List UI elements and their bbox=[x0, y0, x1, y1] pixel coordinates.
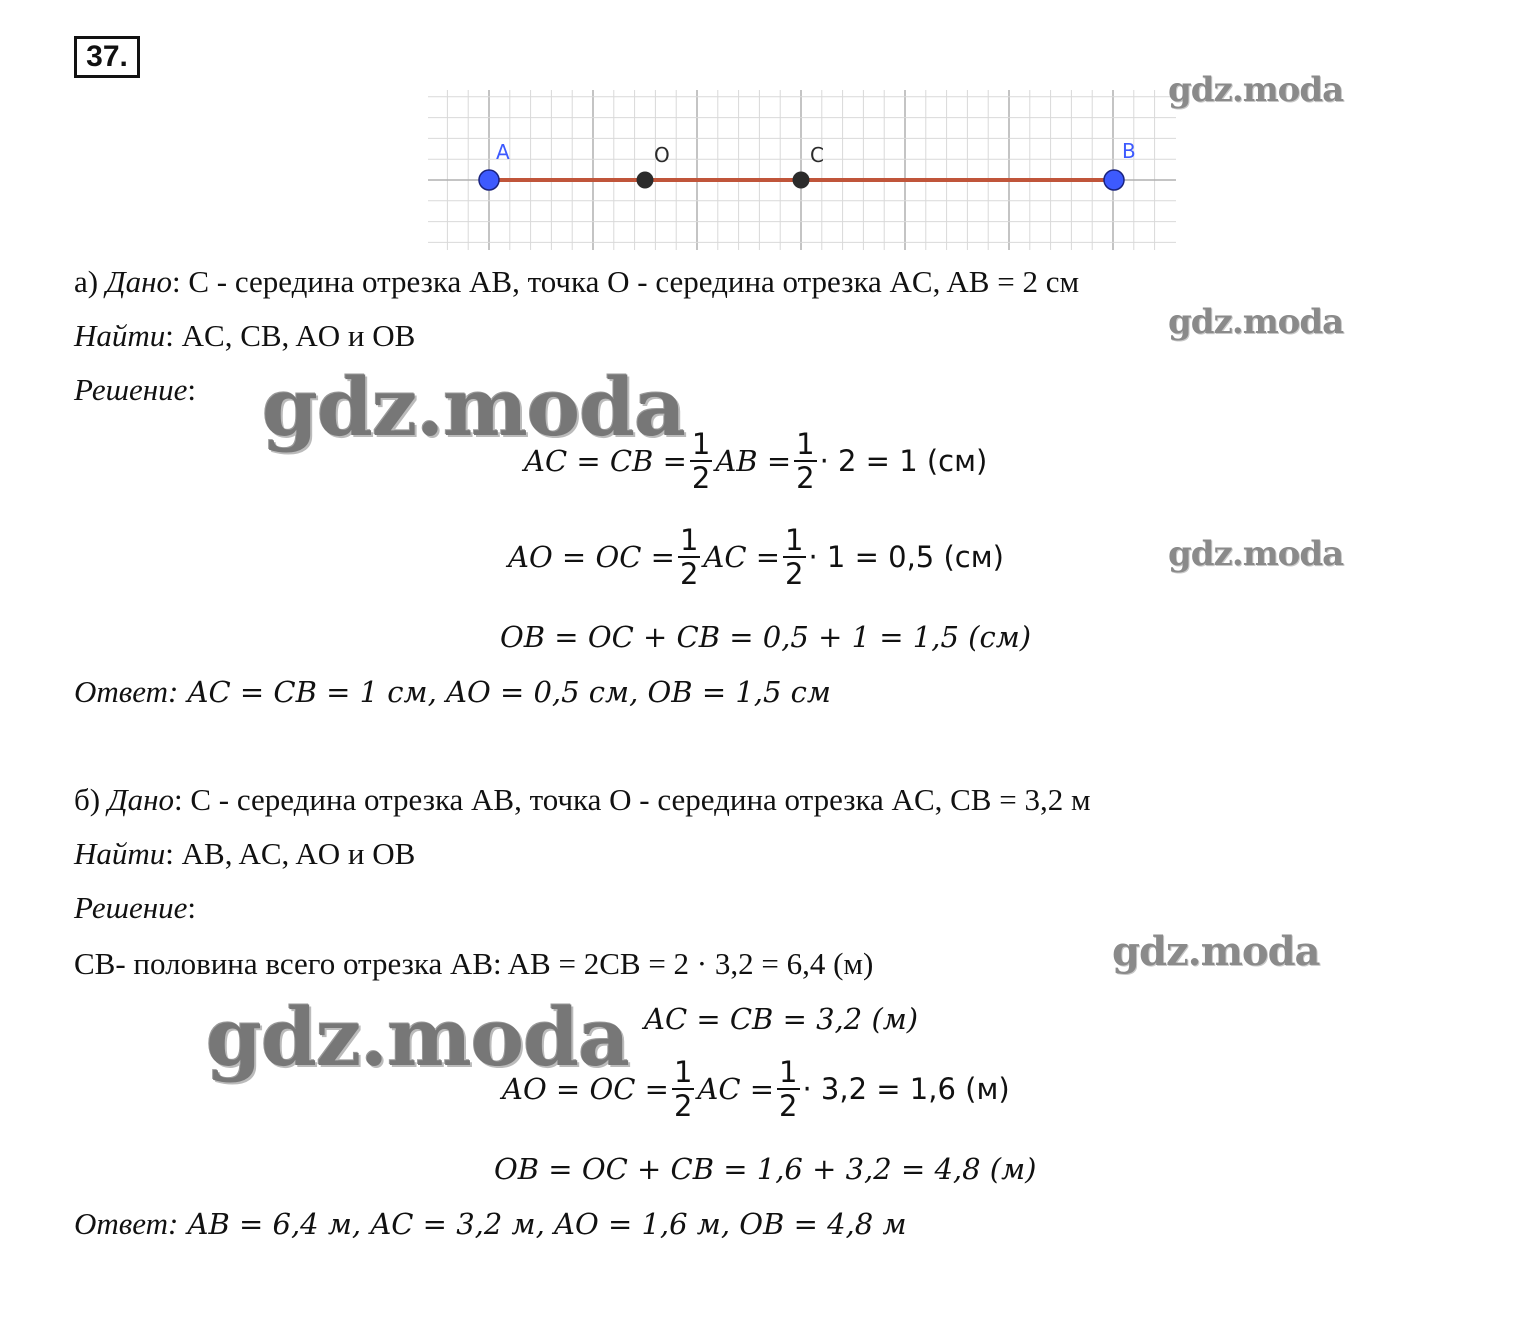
find-b: Найти: AB, AC, AO и OB bbox=[74, 836, 416, 871]
solution-a: Решение: bbox=[74, 372, 196, 407]
label-o: O bbox=[654, 143, 670, 167]
segment-diagram bbox=[428, 90, 1176, 250]
given-label: Дано bbox=[105, 264, 172, 299]
fraction: $\frac{1}{2}$ bbox=[796, 427, 815, 495]
fraction: $\frac{1}{2}$ bbox=[785, 523, 804, 591]
equation-b3: OB = OC + CB = 1,6 + 3,2 = 4,8 (м) bbox=[494, 1152, 1037, 1186]
point-o bbox=[637, 172, 654, 189]
point-b bbox=[1104, 170, 1124, 190]
equation-b2: AO = OC = $\frac{1}{2}$ AC = $\frac{1}{2}$ · 3,2 = 1,6 (м) bbox=[502, 1055, 1010, 1123]
problem-number: 37. bbox=[74, 36, 140, 78]
equation-a2: AO = OC = $\frac{1}{2}$ AC = $\frac{1}{2}$ · 1 = 0,5 (см) bbox=[508, 523, 1004, 591]
find-a: Найти: AC, CB, AO и OB bbox=[74, 318, 416, 353]
given-label: Дано bbox=[107, 782, 174, 817]
fraction: $\frac{1}{2}$ bbox=[779, 1055, 798, 1123]
equation-a1: AC = CB = $\frac{1}{2}$ AB = $\frac{1}{2}$ · 2 = 1 (см) bbox=[524, 427, 988, 495]
fraction: $\frac{1}{2}$ bbox=[691, 427, 711, 495]
point-c bbox=[793, 172, 810, 189]
solution-label: Решение bbox=[74, 890, 188, 925]
point-a bbox=[479, 170, 499, 190]
solution-label: Решение bbox=[74, 372, 188, 407]
label-c: C bbox=[810, 143, 824, 167]
answer-label: Ответ: bbox=[74, 1206, 179, 1241]
watermark: gdz.moda bbox=[206, 990, 629, 1084]
fraction: $\frac{1}{2}$ bbox=[679, 523, 699, 591]
answer-a: Ответ: AC = CB = 1 см, AO = 0,5 см, OB = 1,5 см bbox=[74, 674, 831, 709]
equation-a3: OB = OC + CB = 0,5 + 1 = 1,5 (см) bbox=[500, 620, 1032, 654]
answer-label: Ответ: bbox=[74, 674, 179, 709]
fraction: $\frac{1}{2}$ bbox=[673, 1055, 693, 1123]
watermark: gdz.moda bbox=[1168, 70, 1344, 110]
grid bbox=[428, 90, 1176, 250]
label-a: A bbox=[496, 140, 510, 164]
label-b: B bbox=[1122, 139, 1136, 163]
given-a: а) Дано: C - середина отрезка AB, точка O - середина отрезка AC, AB = 2 см bbox=[74, 264, 1080, 299]
given-b: б) Дано: C - середина отрезка AB, точка O - середина отрезка AC, CB = 3,2 м bbox=[74, 782, 1091, 817]
watermark: gdz.moda bbox=[1168, 302, 1344, 342]
solution-b-line1: CB- половина всего отрезка AB: AB = 2CB = 2 · 3,2 = 6,4 (м) bbox=[74, 946, 874, 981]
watermark: gdz.moda bbox=[1112, 928, 1320, 975]
equation-b1: AC = CB = 3,2 (м) bbox=[644, 1002, 919, 1036]
solution-b: Решение: bbox=[74, 890, 196, 925]
find-label: Найти bbox=[74, 836, 166, 871]
answer-b: Ответ: AB = 6,4 м, AC = 3,2 м, AO = 1,6 м, OB = 4,8 м bbox=[74, 1206, 907, 1241]
watermark: gdz.moda bbox=[1168, 534, 1344, 574]
watermark: gdz.moda bbox=[262, 360, 685, 454]
find-label: Найти bbox=[74, 318, 166, 353]
